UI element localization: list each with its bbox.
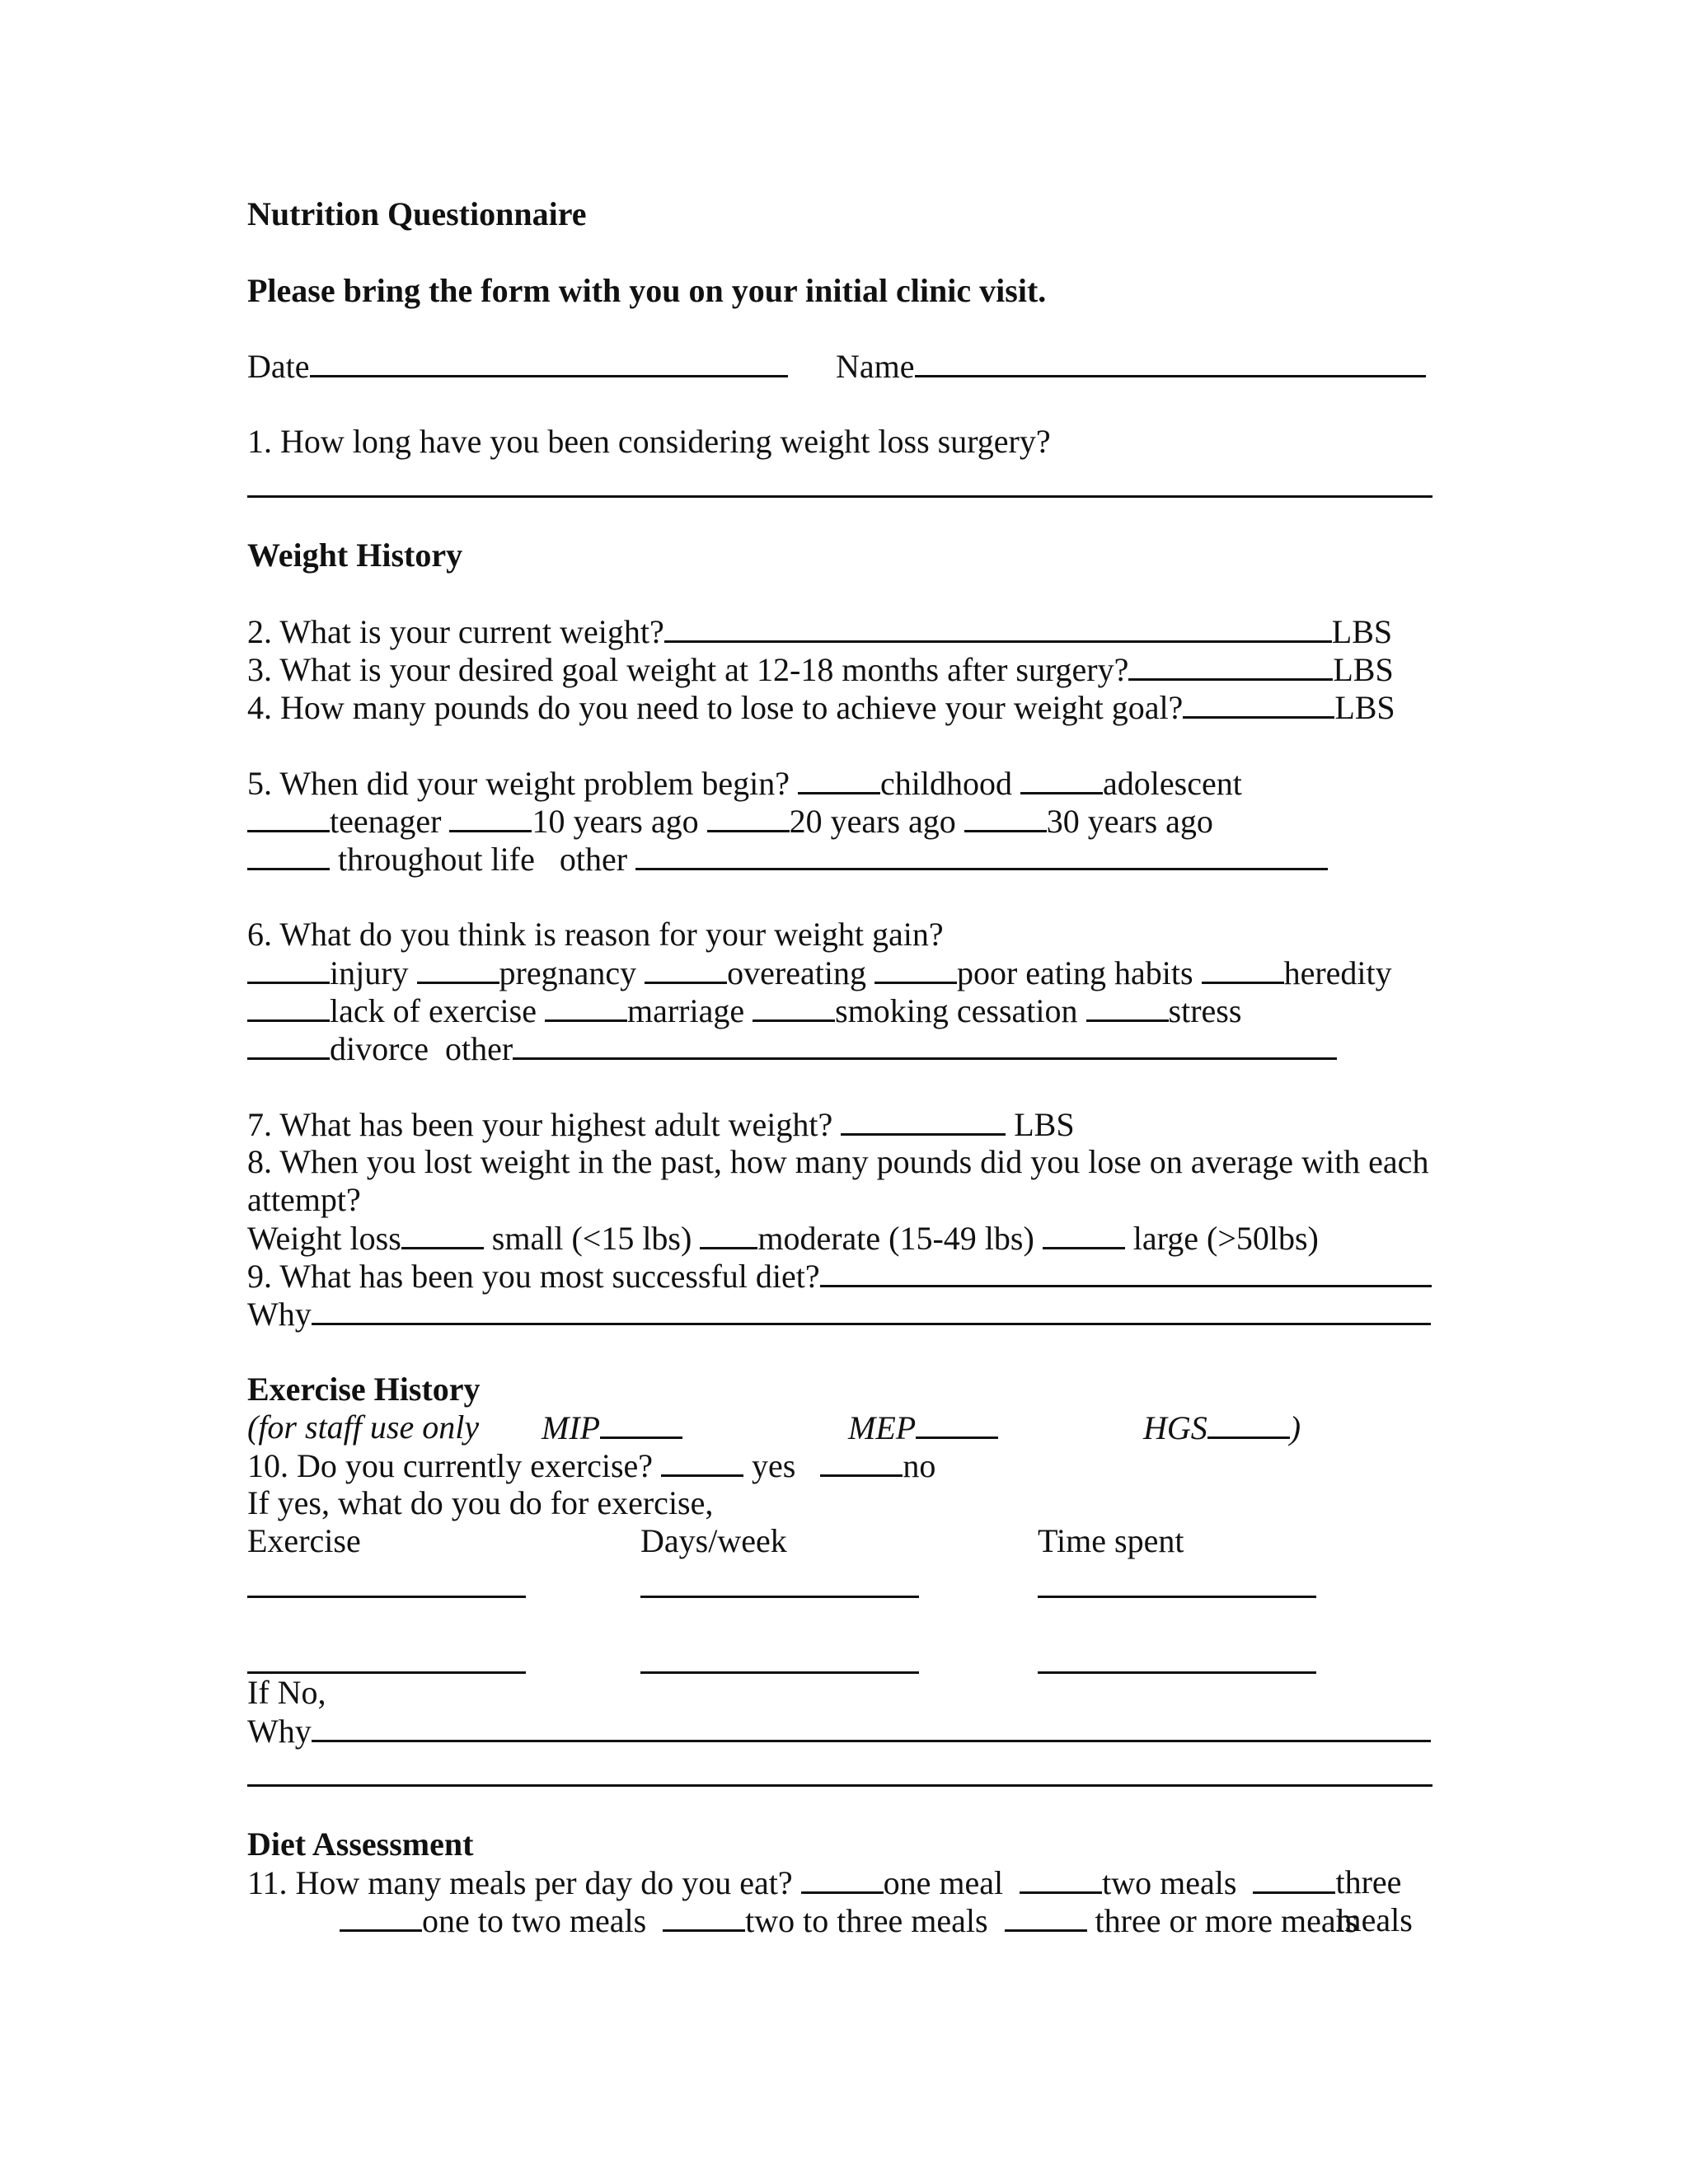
q5-childhood-blank[interactable] — [798, 764, 880, 794]
q6-divorce-blank[interactable] — [247, 1029, 330, 1060]
q6-overeating-blank[interactable] — [645, 954, 727, 984]
days-row-1-field[interactable] — [640, 1596, 919, 1598]
question-7: 7. What has been your highest adult weight? LBS — [247, 1106, 1075, 1143]
question-1: 1. How long have you been considering weight loss surgery? — [247, 423, 1051, 460]
q6-pregnancy-blank[interactable] — [417, 954, 499, 984]
question-9-why: Why — [247, 1295, 1431, 1333]
current-weight-field[interactable] — [664, 612, 1332, 643]
hgs-field[interactable] — [1207, 1408, 1290, 1439]
mip-field[interactable] — [600, 1408, 682, 1439]
col-days-header: Days/week — [640, 1522, 787, 1559]
q5-other-field[interactable] — [635, 840, 1328, 870]
pounds-to-lose-field[interactable] — [1183, 688, 1334, 719]
question-8-line-2: attempt? — [247, 1181, 361, 1218]
q6-smoking-blank[interactable] — [753, 991, 835, 1022]
question-8: 8. When you lost weight in the past, how many pounds did you lose on average with each — [247, 1143, 1429, 1180]
hgs-label: HGS — [1143, 1409, 1207, 1446]
question-6-line-4: divorce other — [247, 1029, 1337, 1068]
question-6: 6. What do you think is reason for your weight gain? — [247, 916, 944, 953]
question-10: 10. Do you currently exercise? yes no — [247, 1447, 936, 1484]
q5-20-years-blank[interactable] — [707, 802, 790, 832]
mep-label: MEP — [848, 1409, 917, 1446]
staff-use-note: (for staff use only — [247, 1408, 480, 1446]
time-row-1-field[interactable] — [1038, 1596, 1316, 1598]
q11-two-meals-blank[interactable] — [1020, 1863, 1102, 1894]
question-11: 11. How many meals per day do you eat? one meal two meals three meals — [247, 1863, 1413, 1938]
q6-stress-blank[interactable] — [1086, 991, 1169, 1022]
goal-weight-field[interactable] — [1128, 650, 1333, 681]
q11-two-to-three-blank[interactable] — [663, 1901, 745, 1932]
q11-three-meals-label: three meals — [1335, 1863, 1413, 1938]
hgs-row: HGS ) — [1143, 1409, 1301, 1446]
col-exercise-header: Exercise — [247, 1522, 361, 1559]
name-label: Name — [836, 348, 915, 385]
question-6-line-3: lack of exercise marriage smoking cessation stress — [247, 991, 1241, 1030]
q10-no-blank[interactable] — [820, 1446, 903, 1477]
question-8-options: Weight loss small (<15 lbs) moderate (15-49 lbs) large (>50lbs) — [247, 1220, 1319, 1257]
question-5-line-3: throughout life other — [247, 840, 1328, 879]
exercise-why-row: Why — [247, 1712, 1431, 1750]
if-yes-prompt: If yes, what do you do for exercise, — [247, 1484, 714, 1521]
question-5-line-2: teenager 10 years ago 20 years ago 30 years ago — [247, 802, 1213, 841]
question-4: 4. How many pounds do you need to lose to achieve your weight goal? LBS — [247, 689, 1395, 726]
q5-30-years-blank[interactable] — [964, 802, 1047, 832]
q8-small-blank[interactable] — [401, 1219, 484, 1249]
q6-poor-eating-blank[interactable] — [874, 954, 957, 984]
q11-three-or-more-blank[interactable] — [1005, 1901, 1087, 1932]
q8-moderate-blank[interactable] — [700, 1219, 757, 1249]
name-field[interactable] — [915, 347, 1426, 377]
exercise-history-heading: Exercise History — [247, 1371, 481, 1408]
question-5: 5. When did your weight problem begin? childhood adolescent — [247, 765, 1242, 802]
form-instruction: Please bring the form with you on your initial clinic visit. — [247, 272, 1047, 309]
form-title: Nutrition Questionnaire — [247, 195, 587, 232]
question-11-line-2: one to two meals two to three meals three or more meals — [340, 1901, 1357, 1940]
mip-row — [542, 1408, 682, 1447]
q9-why-field[interactable] — [312, 1295, 1431, 1325]
q6-injury-blank[interactable] — [247, 954, 330, 984]
time-row-2-field[interactable] — [1038, 1671, 1316, 1674]
q5-throughout-life-blank[interactable] — [247, 840, 330, 870]
q10-yes-blank[interactable] — [661, 1446, 743, 1477]
q6-lack-exercise-blank[interactable] — [247, 991, 330, 1022]
exercise-why-line-2[interactable] — [247, 1784, 1432, 1787]
successful-diet-field[interactable] — [820, 1257, 1432, 1287]
q5-teenager-blank[interactable] — [247, 802, 330, 832]
name-row — [836, 347, 1426, 386]
mep-field[interactable] — [916, 1408, 998, 1439]
days-row-2-field[interactable] — [640, 1671, 919, 1674]
if-no-prompt: If No, — [247, 1674, 326, 1711]
q6-marriage-blank[interactable] — [545, 991, 627, 1022]
q11-one-to-two-blank[interactable] — [340, 1901, 422, 1932]
question-3: 3. What is your desired goal weight at 12-18 months after surgery? LBS — [247, 651, 1394, 688]
date-label: Date — [247, 348, 310, 385]
col-time-header: Time spent — [1038, 1522, 1184, 1559]
mep-row — [848, 1408, 998, 1447]
question-2: 2. What is your current weight? LBS — [247, 613, 1393, 650]
question-9: 9. What has been you most successful diet? — [247, 1257, 1432, 1296]
mip-label: MIP — [542, 1409, 601, 1446]
diet-assessment-heading: Diet Assessment — [247, 1825, 474, 1863]
q11-one-meal-blank[interactable] — [801, 1863, 884, 1894]
weight-history-heading: Weight History — [247, 537, 463, 574]
exercise-why-field[interactable] — [312, 1712, 1431, 1742]
date-field[interactable] — [310, 347, 788, 377]
date-name-row — [247, 347, 788, 386]
question-6-line-2: injury pregnancy overeating poor eating habits heredity — [247, 954, 1392, 992]
q1-answer-line[interactable] — [247, 495, 1432, 498]
highest-weight-field[interactable] — [841, 1105, 1006, 1136]
exercise-row-1-field[interactable] — [247, 1596, 526, 1598]
q6-other-field[interactable] — [513, 1029, 1337, 1060]
q8-large-blank[interactable] — [1043, 1219, 1125, 1249]
q5-10-years-blank[interactable] — [449, 802, 532, 832]
q5-adolescent-blank[interactable] — [1020, 764, 1103, 794]
q6-heredity-blank[interactable] — [1202, 954, 1284, 984]
q11-three-meals-blank[interactable] — [1253, 1863, 1335, 1894]
